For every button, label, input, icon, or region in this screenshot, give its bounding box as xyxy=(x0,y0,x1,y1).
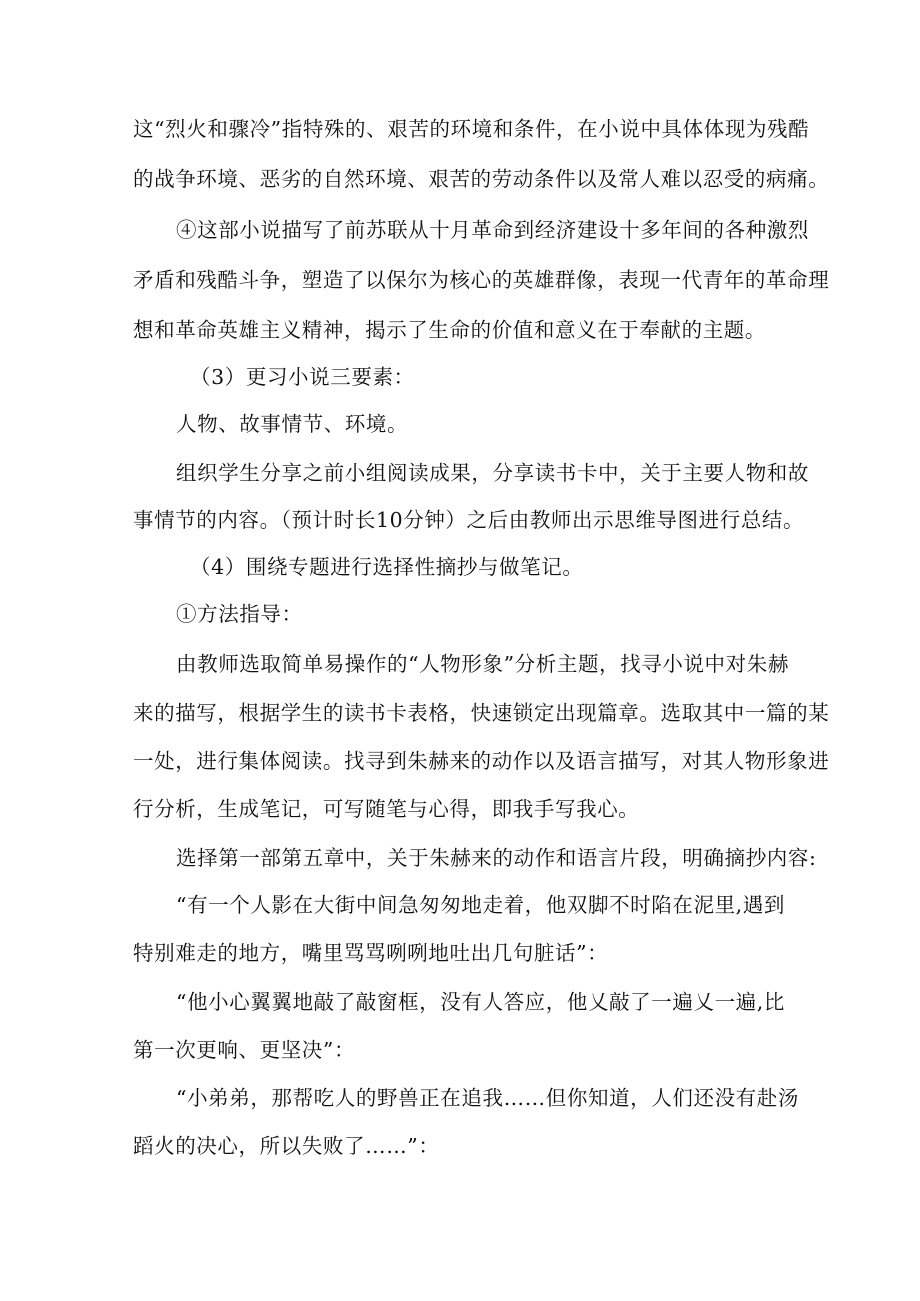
section-heading: （4）围绕专题进行选择性摘抄与做笔记。 xyxy=(190,555,584,579)
text-line: 事情节的内容。（预计时长10分钟）之后由教师出示思维导图进行总结。 xyxy=(133,508,805,532)
quote-line: “他小心翼翼地敲了敲窗框，没有人答应，他乂敲了一遍乂一遍,比 xyxy=(176,990,785,1014)
subsection-heading: ①方法指导： xyxy=(176,602,303,626)
text-line: 由教师选取简单易操作的“人物形象”分析主题，找寻小说中对朱赫 xyxy=(176,652,789,676)
text-line: ④这部小说描写了前苏联从十月革命到经济建设十多年间的各种激烈 xyxy=(176,218,809,242)
text-line: 组织学生分享之前小组阅读成果，分享读书卡中，关于主要人物和故 xyxy=(176,461,809,485)
quote-line: 第一次更响、更坚决”： xyxy=(133,1038,356,1062)
section-heading: （3）更习小说三要素： xyxy=(190,365,415,389)
text-line: 想和革命英雄主义精神，揭示了生命的价值和意义在于奉献的主题。 xyxy=(133,318,766,342)
quote-line: “小弟弟，那帮吃人的野兽正在追我……但你知道，人们还没有赴汤 xyxy=(176,1086,799,1110)
text-line: 的战争环境、恶劣的自然环境、艰苦的劳动条件以及常人难以忍受的病痛。 xyxy=(133,167,830,191)
text-line: 行分析，生成笔记，可写随笔与心得，即我手写我心。 xyxy=(133,797,640,821)
text-line: 来的描写，根据学生的读书卡表格，快速锁定出现篇章。选取其中一篇的某 xyxy=(133,701,830,725)
text-line: 人物、故事情节、环境。 xyxy=(176,412,409,436)
text-line: 这“烈火和骤冷”指特殊的、艰苦的环境和条件，在小说中具体体现为残酷 xyxy=(133,117,810,141)
text-line: 矛盾和残酷斗争，塑造了以保尔为核心的英雄群像，表现一代青年的革命理 xyxy=(133,268,830,292)
text-line: 选择第一部第五章中，关于朱赫来的动作和语言片段，明确摘抄内容: xyxy=(176,846,817,870)
quote-line: “有一个人影在大街中间急匆匆地走着，他双脚不时陷在泥里,遇到 xyxy=(176,893,785,917)
text-line: 一处，进行集体阅读。找寻到朱赫来的动作以及语言描写，对其人物形象进 xyxy=(133,749,830,773)
quote-line: 蹈火的决心，所以失败了……”： xyxy=(133,1134,440,1158)
quote-line: 特别难走的地方，嘴里骂骂咧咧地吐出几句脏话”： xyxy=(133,941,609,965)
